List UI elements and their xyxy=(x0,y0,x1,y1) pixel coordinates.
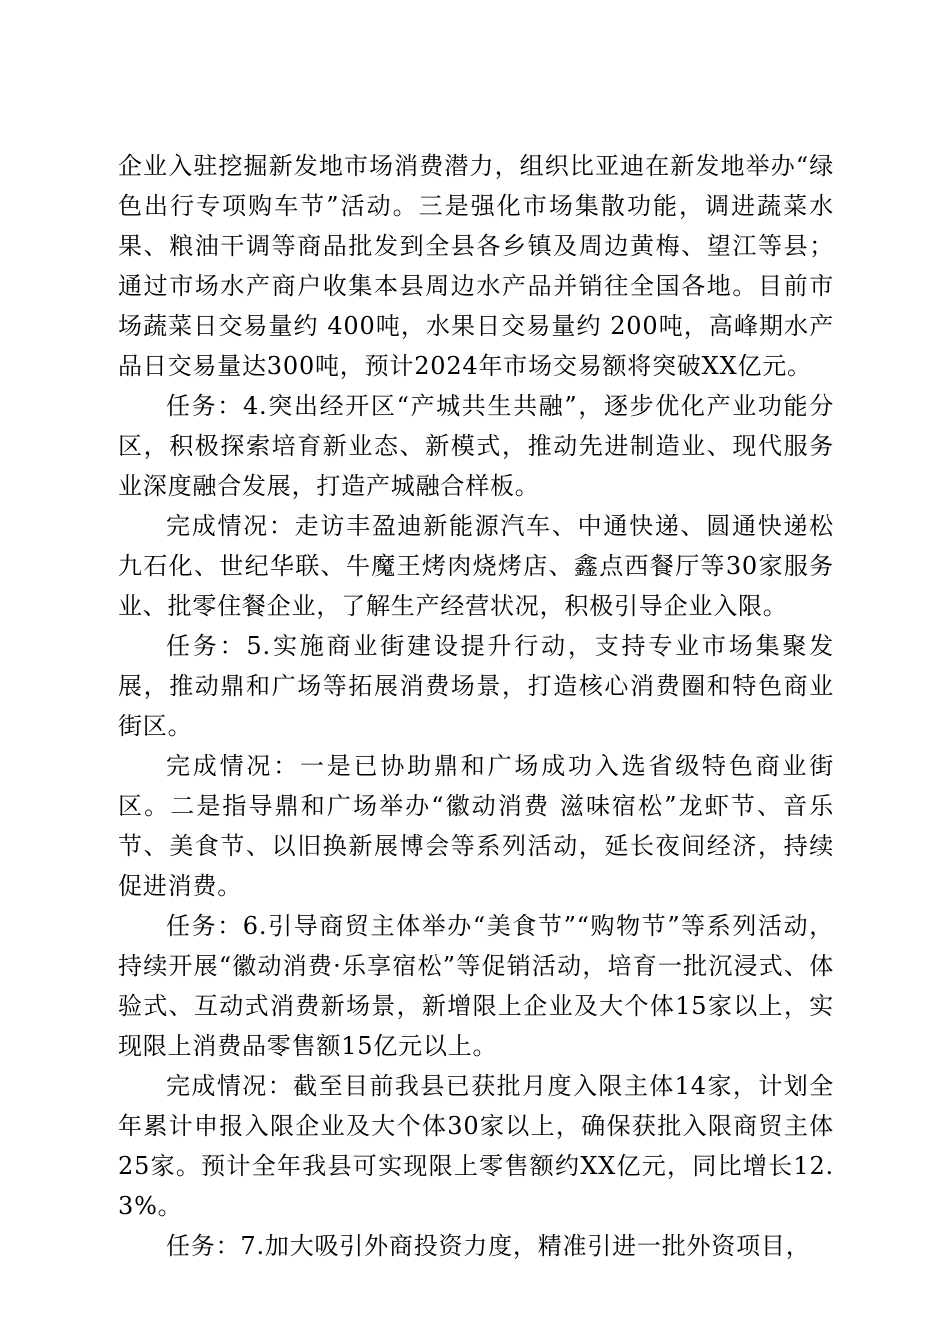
paragraph-task-4: 任务：4.突出经开区“产城共生共融”，逐步优化产业功能分区，积极探索培育新业态、新模式，推动先进制造业、现代服务业深度融合发展，打造产城融合样板。 xyxy=(118,392,834,500)
paragraph-completion-task-4: 完成情况：走访丰盈迪新能源汽车、中通快递、圆通快递松九石化、世纪华联、牛魔王烤肉烧烤店、鑫点西餐厅等30家服务业、批零住餐企业，了解生产经营状况，积极引导企业入限。 xyxy=(118,512,834,620)
paragraph-market-activities: 企业入驻挖掘新发地市场消费潜力，组织比亚迪在新发地举办“绿色出行专项购车节”活动。三是强化市场集散功能，调进蔬菜水果、粮油干调等商品批发到全县各乡镇及周边黄梅、望江等县；通过市场水产商户收集本县周边水产品并销往全国各地。目前市场蔬菜日交易量约 400吨，水果日交易量约 200吨，高峰期水产品日交易量达300吨，预计2024年市场交易额将突破XX亿元。 xyxy=(118,152,834,380)
paragraph-completion-task-6: 完成情况：截至目前我县已获批月度入限主体14家，计划全年累计申报入限企业及大个体30家以上，确保获批入限商贸主体25家。预计全年我县可实现限上零售额约XX亿元，同比增长12.3%。 xyxy=(118,1072,834,1220)
paragraph-completion-task-5: 完成情况：一是已协助鼎和广场成功入选省级特色商业街区。二是指导鼎和广场举办“徽动消费 滋味宿松”龙虾节、音乐节、美食节、以旧换新展博会等系列活动，延长夜间经济，持续促进消费。 xyxy=(118,752,834,900)
paragraph-task-6: 任务：6.引导商贸主体举办“美食节”“购物节”等系列活动，持续开展“徽动消费·乐享宿松”等促销活动，培育一批沉浸式、体验式、互动式消费新场景，新增限上企业及大个体15家以上，实现限上消费品零售额15亿元以上。 xyxy=(118,912,834,1060)
paragraph-task-5: 任务：5.实施商业街建设提升行动，支持专业市场集聚发展，推动鼎和广场等拓展消费场景，打造核心消费圈和特色商业街区。 xyxy=(118,632,834,740)
document-body xyxy=(118,146,834,1266)
paragraph-task-7: 任务：7.加大吸引外商投资力度，精准引进一批外资项目， xyxy=(166,1232,811,1260)
